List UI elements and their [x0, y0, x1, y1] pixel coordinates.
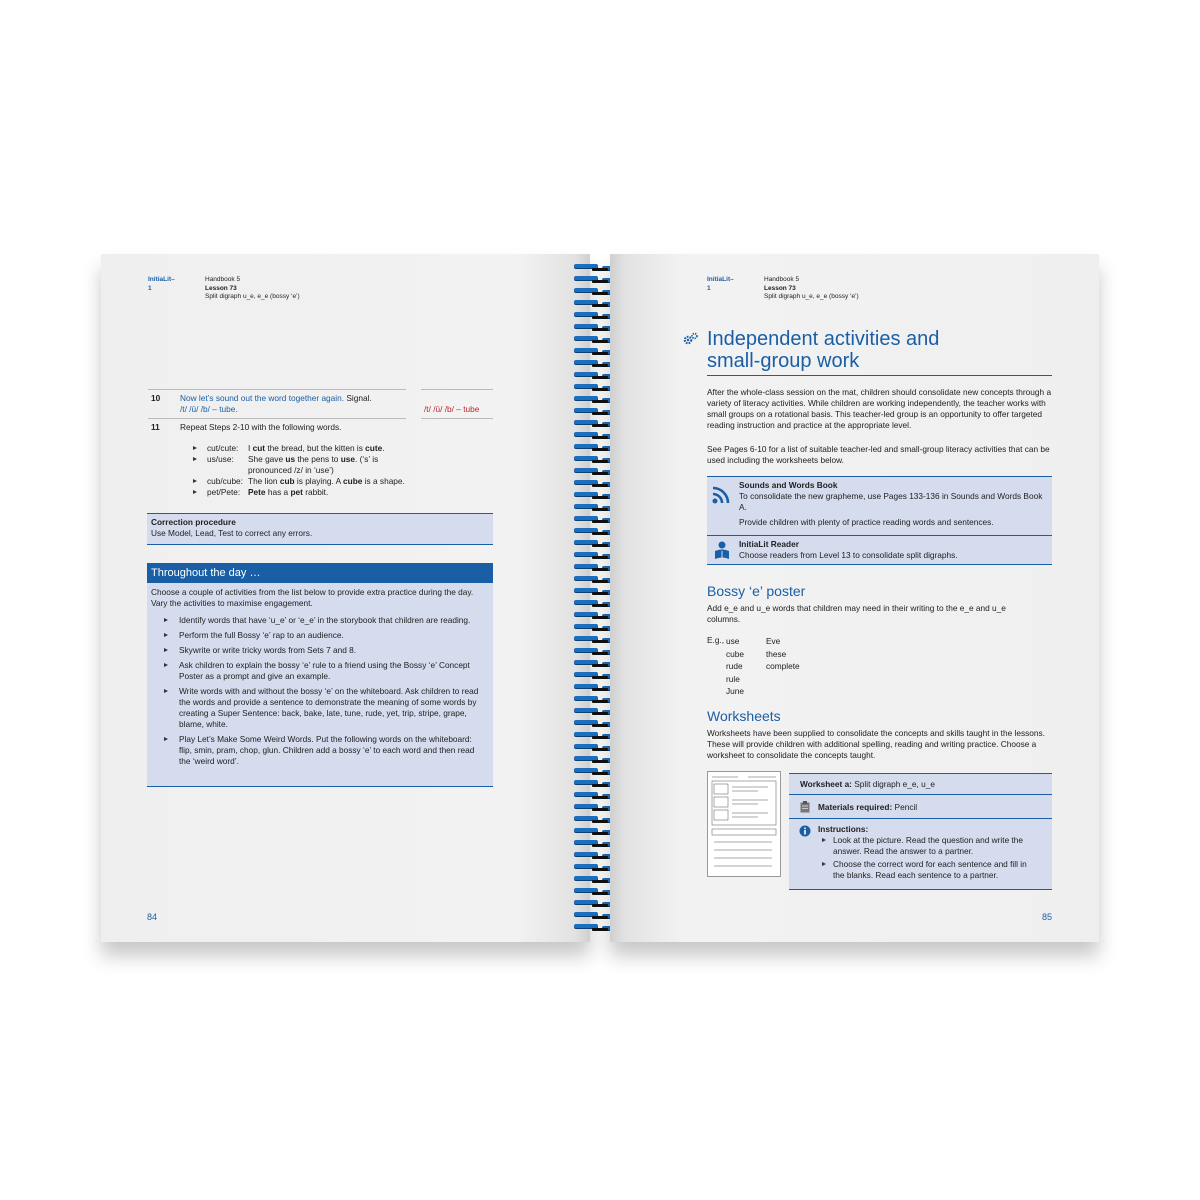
right-page	[610, 254, 1099, 942]
spine-segment	[592, 712, 608, 715]
page-title: Independent activities and small-group work	[707, 328, 940, 372]
spine-segment	[592, 616, 608, 619]
spine-segment	[592, 604, 608, 607]
left-page	[101, 254, 590, 942]
word-item: complete	[766, 661, 800, 671]
poster-text: Add e_e and u_e words that children may need in their writing to the e_e and u_e columns.	[707, 603, 1006, 624]
word-item: Eve	[766, 636, 781, 646]
spine-segment	[592, 580, 608, 583]
handbook-label: Handbook 5	[764, 276, 800, 283]
spine-segment	[592, 772, 608, 775]
spine-segment	[592, 892, 608, 895]
materials-label: Materials required:	[818, 802, 893, 812]
throughout-box	[147, 563, 493, 787]
brand: InitiaLit–1	[707, 276, 734, 292]
spine-segment	[592, 292, 608, 295]
spine-segment	[592, 412, 608, 415]
lesson-label: Lesson 73	[764, 284, 796, 292]
correction-text: Use Model, Lead, Test to correct any errors.	[151, 528, 313, 538]
spine-segment	[592, 508, 608, 511]
spine-segment	[592, 844, 608, 847]
spine-segment	[592, 532, 608, 535]
handbook-label: Handbook 5	[205, 276, 241, 283]
topic-label: Split digraph u_e, e_e (bossy ‘e’)	[205, 293, 300, 300]
spine-segment	[592, 520, 608, 523]
spine-segment	[592, 400, 608, 403]
spine-segment	[592, 880, 608, 883]
spine-segment	[592, 796, 608, 799]
spine-segment	[592, 808, 608, 811]
word-row: us/use: She gave us the pens to use. (‘s’ is pronounced /z/ in ‘use’)	[193, 454, 408, 476]
spine-segment	[592, 760, 608, 763]
page-number: 85	[1042, 912, 1053, 922]
spine-segment	[592, 652, 608, 655]
spine-segment	[592, 316, 608, 319]
step-number: 11	[151, 422, 160, 432]
eg-label: E.g.,	[707, 635, 725, 645]
spine-segment	[592, 460, 608, 463]
spine-segment	[592, 688, 608, 691]
spine-segment	[592, 856, 608, 859]
spine-segment	[592, 868, 608, 871]
see-pages-paragraph: See Pages 6-10 for a list of suitable teacher-led and small-group literacy activities that can be used including the worksheets below.	[707, 444, 1050, 465]
list-item: Look at the picture. Read the question and write the answer. Read the answer to a partner.	[800, 835, 1040, 857]
step-number: 10	[151, 393, 161, 403]
spine-segment	[592, 628, 608, 631]
spine-segment	[592, 268, 608, 271]
materials-value: Pencil	[892, 802, 918, 812]
spine-segment	[592, 544, 608, 547]
word-list	[193, 443, 408, 498]
list-item: Play Let’s Make Some Weird Words. Put the following words on the whiteboard: flip, smin, pram, chop, glun. Children add a bossy ‘e’ to each word and then read the ‘weird word’.	[147, 734, 487, 767]
box-text-2: Provide children with plenty of practice reading words and sentences.	[739, 517, 994, 527]
instructions-label: Instructions:	[818, 824, 869, 834]
worksheet-label: Worksheet a:	[800, 779, 852, 789]
spine-segment	[592, 304, 608, 307]
initialit-reader-box	[707, 536, 1052, 565]
spine-segment	[592, 376, 608, 379]
word-item: June	[726, 686, 744, 696]
step-10: Now let’s sound out the word together again. Signal. /t/ /ū/ /b/ – tube.	[180, 393, 372, 414]
spine-segment	[592, 592, 608, 595]
spine-segment	[592, 640, 608, 643]
brand: InitiaLit–1	[148, 276, 175, 292]
ee-column	[766, 635, 800, 673]
spine-segment	[592, 832, 608, 835]
worksheets-text: Worksheets have been supplied to consolidate the concepts and skills taught in the lessons. These will provide children with additional spelling, reading and writing practice. Choose a worksheet to consolidate the concepts taught.	[707, 728, 1045, 760]
spine-segment	[592, 928, 608, 931]
spine-segment	[592, 904, 608, 907]
word-item: rule	[726, 673, 740, 684]
spine-segment	[592, 724, 608, 727]
throughout-title: Throughout the day …	[147, 563, 493, 583]
reader-icon	[713, 540, 731, 565]
word-row: pet/Pete: Pete has a pet rabbit.	[193, 487, 408, 498]
spine-segment	[592, 340, 608, 343]
clipboard-icon	[800, 800, 810, 818]
worksheet-thumbnail[interactable]	[707, 771, 781, 877]
spine-segment	[592, 496, 608, 499]
spine-segment	[592, 784, 608, 787]
word-item: cube	[726, 648, 744, 659]
spine-segment	[592, 664, 608, 667]
spine-segment	[592, 388, 608, 391]
lesson-label: Lesson 73	[205, 284, 237, 292]
box-title: Sounds and Words Book	[739, 480, 838, 490]
worksheets-heading: Worksheets	[707, 708, 781, 724]
rss-icon	[712, 486, 730, 509]
word-item: rude	[726, 661, 743, 671]
spine-segment	[592, 568, 608, 571]
topic-label: Split digraph u_e, e_e (bossy ‘e’)	[764, 293, 859, 300]
instructions-list	[800, 835, 1040, 883]
spine-segment	[592, 352, 608, 355]
list-item: Choose the correct word for each sentence and fill in the blanks. Read each sentence to a partner.	[800, 859, 1040, 881]
spine-segment	[592, 820, 608, 823]
spine-segment	[592, 700, 608, 703]
word-item: use	[726, 636, 740, 646]
box-text: To consolidate the new grapheme, use Pages 133-136 in Sounds and Words Book A.	[739, 491, 1043, 512]
spine-segment	[592, 556, 608, 559]
gears-icon	[683, 332, 699, 351]
box-title: InitiaLit Reader	[739, 539, 799, 549]
intro-paragraph: After the whole-class session on the mat, children should consolidate new concepts through a variety of literacy activities. While children are working independently, the teacher works with small groups on a rotational basis. This teacher-led group is an opportunity to offer targeted reading instruction and practice at the appropriate level.	[707, 387, 1052, 430]
page-number: 84	[147, 912, 158, 922]
ue-column	[726, 635, 744, 698]
spine-segment	[592, 328, 608, 331]
list-item: Perform the full Bossy ‘e’ rap to an audience.	[147, 630, 487, 641]
throughout-list	[147, 615, 493, 767]
spine-segment	[592, 676, 608, 679]
spine-segment	[592, 280, 608, 283]
spine-segment	[592, 436, 608, 439]
correction-title: Correction procedure	[151, 517, 236, 527]
word-row: cut/cute: I cut the bread, but the kitten is cute.	[193, 443, 408, 454]
spine-segment	[592, 424, 608, 427]
spine-segment	[592, 748, 608, 751]
list-item: Write words with and without the bossy ‘e’ on the whiteboard. Ask children to read the words and provide a sentence to demonstrate the meaning of some words by creating a Super Sentence: back, bake, late, tune, rude, yet, trip, stripe, grape, blame, white.	[147, 686, 487, 730]
spine-segment	[592, 364, 608, 367]
list-item: Skywrite or write tricky words from Sets 7 and 8.	[147, 645, 487, 656]
worksheet-box	[789, 773, 1052, 890]
throughout-intro: Choose a couple of activities from the list below to provide extra practice during the day. Vary the activities to maximise engagement.	[151, 587, 474, 608]
step-11: Repeat Steps 2-10 with the following words.	[180, 422, 342, 432]
correction-box	[147, 513, 493, 545]
spine-segment	[592, 736, 608, 739]
list-item: Ask children to explain the bossy ‘e’ rule to a friend using the Bossy ‘e’ Concept Poster as a prompt and give an example.	[147, 660, 487, 682]
list-item: Identify words that have ‘u_e’ or ‘e_e’ in the storybook that children are reading.	[147, 615, 487, 626]
box-text: Choose readers from Level 13 to consolidate split digraphs.	[739, 550, 958, 560]
spine-segment	[592, 472, 608, 475]
sounds-words-box	[707, 476, 1052, 536]
worksheet-value: Split digraph e_e, u_e	[851, 779, 935, 789]
word-item: these	[766, 648, 787, 659]
poster-heading: Bossy ‘e’ poster	[707, 583, 806, 599]
word-row: cub/cube: The lion cub is playing. A cube is a shape.	[193, 476, 408, 487]
margin-sounds: /t/ /ū/ /b/ – tube	[424, 404, 480, 414]
spine-segment	[592, 484, 608, 487]
spine-segment	[592, 916, 608, 919]
spine-segment	[592, 448, 608, 451]
